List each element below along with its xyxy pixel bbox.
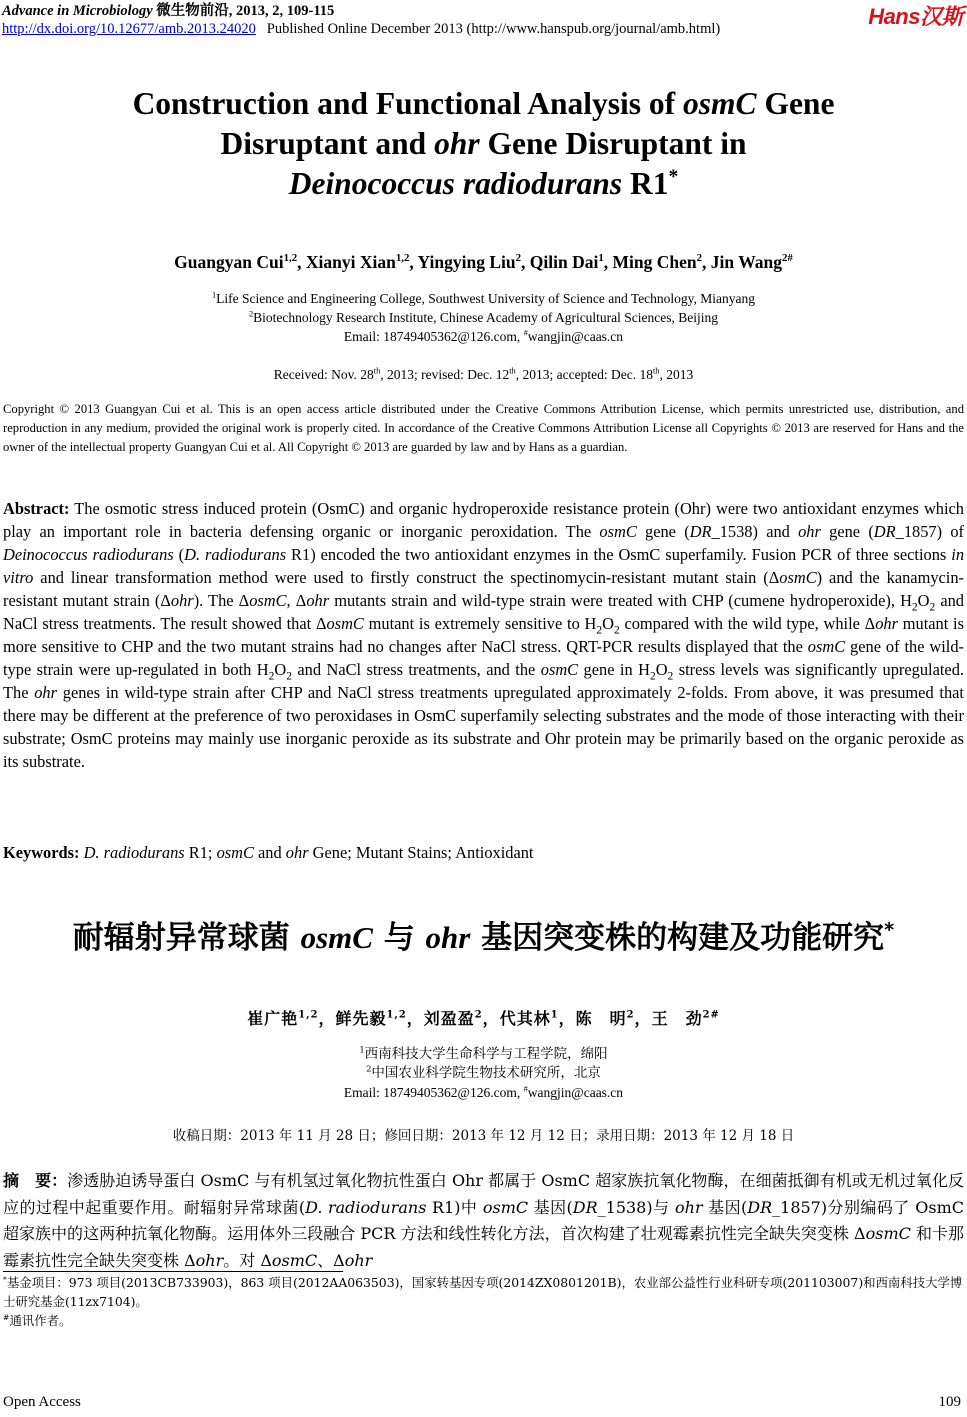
gene-name: osmC [683,86,757,121]
journal-name-en: Advance in Microbiology [2,3,153,19]
doi-link[interactable]: http://dx.doi.org/10.12677/amb.2013.24020 [2,21,256,37]
keywords: Keywords: D. radiodurans R1; osmC and ohr Gene; Mutant Stains; Antioxidant [3,843,534,862]
affiliation-1: $^1$Life Science and Engineering College, Southwest University of Science and Technology, Mianyang [211,290,756,306]
journal-header [2,2,720,38]
author: Xianyi Xian [305,252,396,272]
footnotes [3,1273,964,1330]
journal-citation [2,2,720,20]
keywords-label: Keywords: [3,843,80,862]
abstract-label: 摘 要： [3,1171,68,1190]
page-number: 109 [938,1394,961,1410]
author: Jin Wang [710,252,782,272]
copyright-notice: Copyright © 2013 Guangyan Cui et al. This is an open access article distributed under the Creative Commons Attribution License, which permits unrestricted use, distribution, and reproduction in any medium, provided the original work is properly cited. In accordance of the Creative Commons Attribution License all Copyrights © 2013 are reserved for Hans and the owner of the intellectual property Guangyan Cui et al. All Copyright © 2013 are guarded by law and by Hans as a guardian. [3,402,964,454]
journal-volume: , 2013, 2, 109-115 [228,3,335,19]
funding-note: *基金项目：973 项目(2013CB733903)，863 项目(2012AA063503)，国家转基因专项(2014ZX0801201B)，农业部公益性行业科研专项(201103007)和西南科技大学博士研究基金(11zx7104)。 [3,1274,963,1309]
email: Email: 18749405362@126.com, #wangjin@caas.cn [343,1084,624,1100]
abstract-label: Abstract: [3,499,70,518]
author: Qilin Dai [529,252,599,272]
affiliations [0,289,967,346]
affiliation-2: $^2$中国农业科学院生物技术研究所，北京 [366,1063,601,1081]
journal-name-cn: 微生物前沿 [156,3,229,19]
paper-title-cn: 耐辐射异常球菌 osmC 与 ohr 基因突变株的构建及功能研究* [72,918,895,956]
corresponding-note: #通讯作者。 [3,1312,72,1328]
affiliation-1: $^1$西南科技大学生命科学与工程学院，绵阳 [359,1044,608,1062]
received-dates-cn: 收稿日期：2013 年 11 月 28 日；修回日期：2013 年 12 月 12 日；录用日期：2013 年 12 月 18 日 [172,1128,795,1144]
author: Yingying Liu [417,252,516,272]
author: 陈 明 [575,1009,627,1028]
open-access-label: Open Access [3,1394,81,1410]
author-list-cn: 崔广艳$^{1,2}$，鲜先毅$^{1,2}$，刘盈盈$^2$，代其林$^1$，陈 明$^2$，王 劲$^{2\#}$ [247,1009,720,1028]
email: Email: 18749405362@126.com, #wangjin@caas.cn [343,328,624,344]
abstract-en: Abstract: The osmotic stress induced protein (OsmC) and organic hydroperoxide resistance protein (Ohr) were two antioxidant enzymes which play an important role in bacteria defensing organic or inorganic peroxidation. The osmC gene (DR_1538) and ohr gene (DR_1857) of Deinococcus radiodurans (D. radiodurans R1) encoded the two antioxidant enzymes in the OsmC superfamily. Fusion PCR of three sections in vitro and linear transformation method were used to firstly construct the spectinomycin-resistant mutant stain (ΔosmC) and the kanamycin-resistant mutant strain (Δohr). The ΔosmC, Δohr mutants strain and wild-type strain were treated with CHP (cumene hydroperoxide), $H_2O_2$ and NaCl stress treatments. The result showed that ΔosmC mutant is extremely sensitive to $H_2O_2$ compared with the wild type, while Δohr mutant is more sensitive to CHP and the two mutant strains had no changes after NaCl stress. QRT-PCR results displayed that the osmC gene of the wild-type strain were up-regulated in both $H_2O_2$ and NaCl stress treatments, and the osmC gene in $H_2O_2$ stress levels was significantly upregulated. The ohr genes in wild-type strain after CHP and NaCl stress treatments upregulated approximately 2-folds. From above, it was presumed that there may be different at the preference of two peroxidases in OsmC superfamily selecting substrates and the mode of those interacting with their substrate; OsmC proteins may mainly use inorganic peroxide as its substrate and Ohr protein may be primarily based on the organic peroxide as its substrate. [3,499,965,771]
gene-name: ohr [434,126,480,161]
species-name: Deinococcus radiodurans [288,166,623,201]
publisher-logo: Hans汉斯 [868,4,963,29]
author: 刘盈盈 [423,1009,475,1028]
affiliation-2: $^2$Biotechnology Research Institute, Chinese Academy of Agricultural Sciences, Beijing [248,309,719,325]
publication-info: Published Online December 2013 (http://www.hanspub.org/journal/amb.html) [266,21,721,37]
author: 王 劲 [651,1009,703,1028]
affiliations-cn [0,1045,967,1102]
author: 崔广艳 [247,1009,299,1028]
author: 代其林 [499,1009,551,1028]
author: Ming Chen [612,252,697,272]
paper-title: Construction and Functional Analysis of osmC Gene Disruptant and ohr Gene Disruptant in Deinococcus radiodurans R1* [132,86,835,201]
footnote-divider [3,1271,343,1272]
abstract-cn: 摘 要：渗透胁迫诱导蛋白 OsmC 与有机氢过氧化物抗性蛋白 Ohr 都属于 OsmC 超家族抗氧化物酶，在细菌抵御有机或无机过氧化反应的过程中起重要作用。耐辐射异常球菌(D. radiodurans R1)中 osmC 基因(DR_1538)与 ohr 基因(DR_1857)分别编码了 OsmC 超家族中的这两种抗氧化物酶。运用体外三段融合 PCR 方法和线性转化方法，首次构建了壮观霉素抗性完全缺失突变株 ΔosmC 和卡那霉素抗性完全缺失突变株 Δohr。对 ΔosmC、Δohr [3,1171,964,1270]
author-list: Guangyan Cui$^{1,2}$, Xianyi Xian$^{1,2}$, Yingying Liu$^2$, Qilin Dai$^1$, Ming Chen$^2$, Jin Wang$^{2\#}$ [174,252,793,272]
author: Guangyan Cui [174,252,284,272]
footnote-mark: * [668,166,679,188]
author: 鲜先毅 [335,1009,387,1028]
received-dates: Received: Nov. 28th, 2013; revised: Dec. 12th, 2013; accepted: Dec. 18th, 2013 [273,366,694,382]
